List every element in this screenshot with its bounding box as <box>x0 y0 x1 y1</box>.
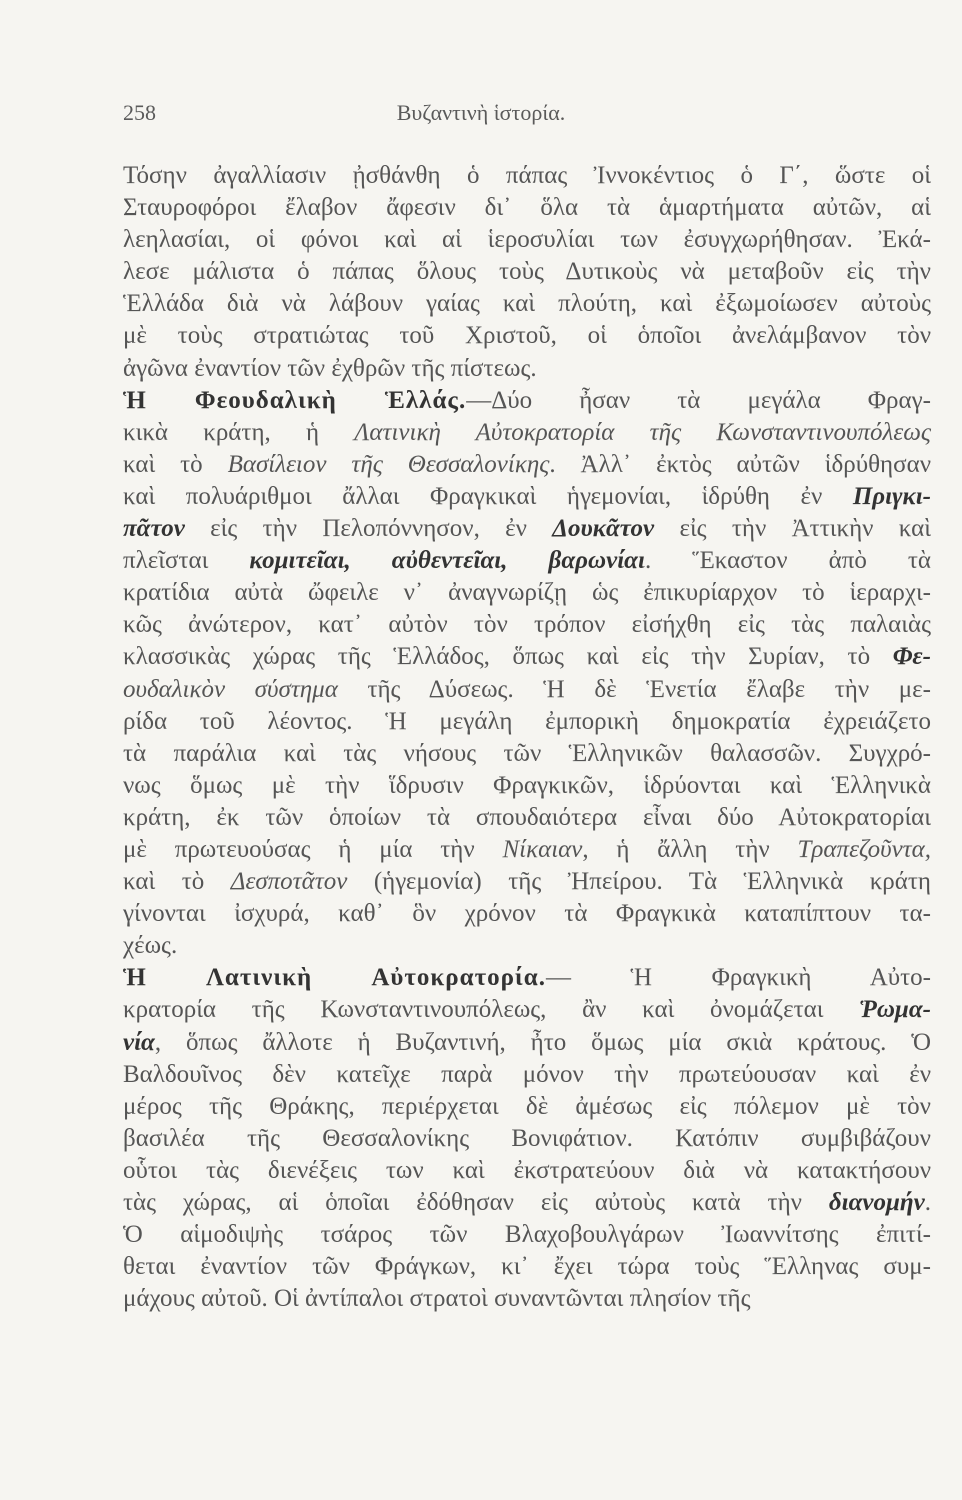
text-line <box>123 706 931 738</box>
text-segment: . <box>924 1189 931 1216</box>
text-segment: κρατορία τῆς Κωνσταντινουπόλεως, ἂν καὶ ὀνομάζεται <box>123 996 860 1024</box>
text-segment: Ἑλλάδα διὰ νὰ λάβουν γαίας καὶ πλούτη, καὶ ἐξωμοίωσεν αὐτοὺς <box>123 290 931 318</box>
text-line <box>123 1283 931 1315</box>
text-segment: — Ἡ Φραγκικὴ Αὐτο- <box>545 964 931 992</box>
text-line <box>123 609 931 641</box>
text-line <box>123 160 931 192</box>
text-line <box>123 962 931 994</box>
text-line <box>123 802 931 834</box>
text-segment: καὶ πολυάριθμοι ἄλλαι Φραγκικαὶ ἡγεμονίαι, ἱδρύθη ἐν <box>123 482 853 510</box>
text-segment: ουδαλικὸν σύστημα <box>123 675 338 703</box>
body-text <box>123 160 931 1315</box>
text-segment: εἰς τὴν Ἀττικὴν καὶ <box>654 515 931 543</box>
text-segment: κρατίδια αὐτὰ ὤφειλε ν᾽ ἀναγνωρίζῃ ὡς ἐπικυρίαρχον τὸ ἱεραρχι- <box>123 579 931 607</box>
running-title: Βυζαντινὴ ἱστορία. <box>396 100 566 125</box>
text-line <box>123 256 931 288</box>
text-line <box>123 545 931 577</box>
text-segment: γίνονται ἰσχυρά, καθ᾽ ὃν χρόνον τὰ Φραγκικὰ καταπίπτουν τα- <box>123 900 931 928</box>
text-segment: Βαλδουῖνος δὲν κατεῖχε παρὰ μόνον τὴν πρωτεύουσαν καὶ ἐν <box>123 1060 931 1088</box>
text-line <box>123 385 931 417</box>
text-segment: νία <box>123 1028 155 1056</box>
text-segment: Φε- <box>892 643 931 671</box>
text-segment: εἰς τὴν Πελοπόννησον, ἐν <box>184 515 553 543</box>
text-line <box>123 1123 931 1155</box>
text-segment: Τραπεζοῦντα, <box>797 835 931 863</box>
text-segment: καὶ τὸ <box>123 450 228 478</box>
text-segment: τῆς Δύσεως. Ἡ δὲ Ἑνετία ἔλαβε τὴν με- <box>337 675 931 703</box>
text-line <box>123 930 931 962</box>
text-segment: καὶ τὸ <box>123 868 231 896</box>
text-segment: τὰ παράλια καὶ τὰς νήσους τῶν Ἑλληνικῶν θαλασσῶν. Συγχρό- <box>123 739 931 767</box>
text-line <box>123 577 931 609</box>
text-segment: διανομήν <box>828 1189 925 1216</box>
text-line <box>123 1091 931 1123</box>
text-segment: Δεσποτᾶτον <box>230 868 348 896</box>
text-line <box>123 738 931 770</box>
text-segment: μάχους αὐτοῦ. Οἱ ἀντίπαλοι στρατοὶ συναντῶνται πλησίον τῆς <box>123 1285 751 1313</box>
text-line <box>123 1251 931 1283</box>
text-segment: Βασίλειον τῆς Θεσσαλονίκης <box>227 450 550 478</box>
text-segment: μέρος τῆς Θράκης, περιέρχεται δὲ ἀμέσως εἰς πόλεμον μὲ τὸν <box>123 1092 931 1120</box>
text-line <box>123 1187 931 1219</box>
text-line <box>123 320 931 352</box>
text-segment: οὗτοι τὰς διενέξεις των καὶ ἐκστρατεύουν διὰ νὰ κατακτήσουν <box>123 1156 931 1184</box>
text-segment: κομιτεῖαι, αὐθεντεῖαι, βαρωνίαι <box>249 547 645 575</box>
text-segment: κικὰ κράτη, ἡ <box>123 418 355 446</box>
text-segment: μὲ πρωτευούσας ἡ μία τὴν <box>123 835 503 863</box>
text-line <box>123 674 931 706</box>
text-segment: λεσε μάλιστα ὁ πάπας ὅλους τοὺς Δυτικοὺς νὰ μεταβοῦν εἰς τὴν <box>123 258 931 286</box>
text-segment: Λατινικὴ Αὐτοκρατορία τῆς Κωνσταντινουπόλεως <box>354 418 932 446</box>
text-segment: Τόσην ἀγαλλίασιν ᾐσθάνθη ὁ πάπας Ἰννοκέντιος ὁ Γ΄, ὥστε οἱ <box>123 162 931 189</box>
text-segment: Δουκᾶτον <box>552 515 655 543</box>
text-segment: ἀγῶνα ἐναντίον τῶν ἐχθρῶν τῆς πίστεως. <box>123 354 537 382</box>
text-segment: χέως. <box>123 932 178 960</box>
section-heading: Ἡ Λατινικὴ Αὐτοκρατορία. <box>123 964 546 992</box>
text-segment: . Ἕκαστον ἀπὸ τὰ <box>644 547 931 575</box>
text-line <box>123 513 931 545</box>
text-segment: πᾶτον <box>123 515 185 543</box>
text-segment: νως ὅμως μὲ τὴν ἵδρυσιν Φραγκικῶν, ἱδρύονται καὶ Ἑλληνικὰ <box>123 771 931 799</box>
text-line <box>123 224 931 256</box>
text-segment: , ἡ ἄλλη τὴν <box>582 835 798 863</box>
text-segment: Πριγκι- <box>852 482 931 510</box>
text-line <box>123 1027 931 1059</box>
text-line <box>123 866 931 898</box>
text-line <box>123 417 931 449</box>
text-segment: —Δύο ἦσαν τὰ μεγάλα Φραγ- <box>466 386 931 414</box>
text-segment: Σταυροφόροι ἔλαβον ἄφεσιν δι᾽ ὅλα τὰ ἁμαρτήματα αὐτῶν, αἱ <box>123 194 931 222</box>
text-line <box>123 1059 931 1091</box>
text-line <box>123 898 931 930</box>
page-number: 258 <box>123 100 156 125</box>
text-segment: , ὅπως ἄλλοτε ἡ Βυζαντινή, ἦτο ὅμως μία σκιὰ κράτους. Ὁ <box>154 1028 931 1056</box>
text-segment: βασιλέα τῆς Θεσσαλονίκης Βονιφάτιον. Κατόπιν συμβιβάζουν <box>123 1124 931 1152</box>
text-segment: (ἡγεμονία) τῆς Ἠπείρου. Τὰ Ἑλληνικὰ κράτη <box>347 868 931 896</box>
text-segment: λεηλασίαι, οἱ φόνοι καὶ αἱ ἱεροσυλίαι των ἐσυγχωρήθησαν. Ἐκά- <box>123 226 931 254</box>
text-segment: Νίκαιαν <box>502 835 583 863</box>
text-line <box>123 1219 931 1251</box>
text-line <box>123 192 931 224</box>
text-segment: Ὁ αἱμοδιψὴς τσάρος τῶν Βλαχοβουλγάρων Ἰωαννίτσης ἐπιτί- <box>123 1221 931 1249</box>
text-line <box>123 994 931 1026</box>
text-segment: κράτη, ἐκ τῶν ὁποίων τὰ σπουδαιότερα εἶναι δύο Αὐτοκρατορίαι <box>123 803 931 831</box>
text-line <box>123 353 931 385</box>
text-line <box>123 288 931 320</box>
text-segment: τὰς χώρας, αἱ ὁποῖαι ἐδόθησαν εἰς αὐτοὺς κατὰ τὴν <box>123 1189 829 1216</box>
text-line <box>123 834 931 866</box>
text-segment: Ῥωμα- <box>859 996 931 1024</box>
text-line <box>123 770 931 802</box>
text-line <box>123 449 931 481</box>
text-line <box>123 481 931 513</box>
text-segment: . Ἀλλ᾽ ἐκτὸς αὐτῶν ἱδρύθησαν <box>549 450 932 478</box>
text-line <box>123 641 931 673</box>
text-segment: θεται ἐναντίον τῶν Φράγκων, κι᾽ ἔχει τώρα τοὺς Ἕλληνας συμ- <box>123 1253 931 1281</box>
section-heading: Ἡ Φεουδαλικὴ Ἑλλάς. <box>123 386 467 414</box>
text-segment: κῶς ἀνώτερον, κατ᾽ αὐτὸν τὸν τρόπον εἰσήχθη εἰς τὰς παλαιὰς <box>123 611 931 639</box>
text-segment: μὲ τοὺς στρατιώτας τοῦ Χριστοῦ, οἱ ὁποῖοι ἀνελάμβανον τὸν <box>123 322 931 350</box>
page-header <box>123 100 839 136</box>
text-segment: πλεῖσται <box>123 547 250 575</box>
text-line <box>123 1155 931 1187</box>
text-segment: κλασσικὰς χώρας τῆς Ἑλλάδος, ὅπως καὶ εἰς τὴν Συρίαν, τὸ <box>123 643 893 671</box>
text-segment: ρίδα τοῦ λέοντος. Ἡ μεγάλη ἐμπορικὴ δημοκρατία ἐχρειάζετο <box>123 707 931 735</box>
